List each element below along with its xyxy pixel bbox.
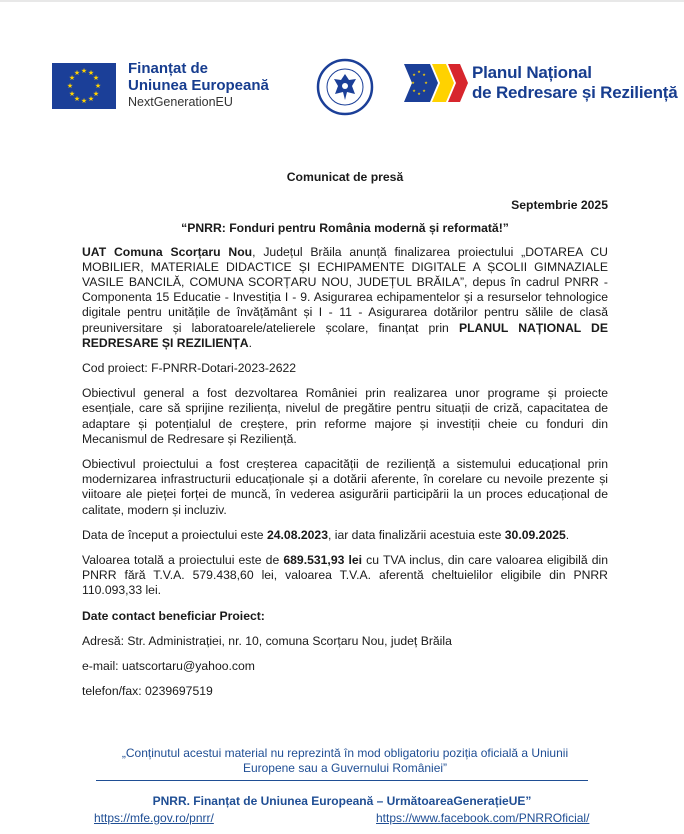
dates-start-text: Data de început a proiectului este [82,527,267,542]
eu-flag-icon [52,63,116,109]
program-name: PLANUL NAȚIONAL DE REDRESARE ȘI REZILIENȚA [82,320,608,350]
intro-paragraph [82,245,608,351]
pnrr-flag-icon [404,64,470,102]
project-objective-paragraph: Obiectivul proiectului a fost creșterea capacității de reziliență a sistemului educațional prin modernizarea infrastructurii educaționale și a dotării aferente, în corelare cu nevoile prezente și viitoare ale pieței forței de muncă, în vederea asigurării participării la un proces educațional de calitate, modern și incluziv. [82,457,608,517]
project-code: Cod proiect: F-PNRR-Dotari-2023-2622 [82,361,297,376]
eu-logo-subtitle: NextGenerationEU [128,95,233,109]
svg-text:★: ★ [411,80,415,85]
press-release-body [82,170,608,699]
svg-text:★: ★ [73,94,81,103]
contact-address: Adresă: Str. Administrației, nr. 10, comuna Scorțaru Nou, județ Brăila [82,633,452,648]
svg-text:★: ★ [417,69,421,74]
total-value: 689.531,93 lei [283,553,363,568]
svg-text:★: ★ [422,72,426,77]
contact-heading: Date contact beneficiar Proiect: [82,608,265,623]
svg-text:★: ★ [412,72,416,77]
document-title: “PNRR: Fonduri pentru România modernă și reformată!” [181,221,509,236]
beneficiary-name: UAT Comuna Scorțaru Nou [82,244,253,259]
svg-text:★: ★ [94,81,102,90]
dates-end: . [565,527,570,542]
intro-end: . [248,335,252,350]
start-date: 24.08.2023 [266,527,328,542]
svg-text:★: ★ [417,91,421,96]
svg-text:★: ★ [87,94,95,103]
document-date: Septembrie 2025 [511,198,608,213]
top-border [0,0,684,2]
footer-divider [96,780,588,781]
footer-disclaimer: „Conținutul acestui material nu reprezintă în mod obligatoriu poziția oficială a Uniunii Europene sau a Guvernului României” [121,746,569,775]
svg-text:★: ★ [66,81,74,90]
contact-email: e-mail: uatscortaru@yahoo.com [82,659,255,674]
pnrr-logo [404,63,678,103]
footer-title: PNRR. Finanțat de Uniunea Europeană – UrmătoareaGenerațieUE” [152,794,532,808]
project-dates [82,528,608,543]
romanian-government-seal-icon [316,58,374,116]
pnrr-logo-title-line1: Planul Național [472,63,592,82]
svg-text:★: ★ [80,96,88,105]
dates-middle-text: , iar data finalizării acestuia este [327,527,505,542]
value-text-1: Valoarea totală a proiectului este de [82,553,284,568]
mfe-link[interactable]: https://mfe.gov.ro/pnrr/ [94,811,214,825]
document-heading: Comunicat de presă [286,170,404,184]
value-text-2: cu TVA inclus, din care valoarea eligibilă din PNRR fără T.V.A. 579.438,60 lei, valoarea T.V.A. aferentă cheltuielilor eligibile din PNRR 110.093,33 lei. [82,553,609,598]
intro-text: , Județul Brăila anunță finalizarea proiectului „DOTAREA CU MOBILIER, MATERIALE DIDACTICE ȘI ECHIPAMENTE DIGITALE A ȘCOLII GIMNAZIALE VASILE BANCILĂ, COMUNA SCORȚARU NOU, JUDEȚUL BRĂILA”, depus în cadrul PNRR - Componenta 15 Educatie - Investiția I - 9. Asigurarea echipamentelor și a resurselor tehnologice digitale pentru unitățile de învățământ și I - 11 - Asigurarea dotărilor pentru sălile de clasă preuniversitare și laboratoarele/atelierele școlare, finanțat prin [82,244,608,335]
general-objective-paragraph: Obiectivul general a fost dezvoltarea României prin realizarea unor programe și proiecte esențiale, care să sprijine reziliența, nivelul de pregătire pentru situații de criză, capacitatea de adaptare și potențialul de creștere, prin reforme majore și investiții cheie cu fonduri din Mecanismul de Redresare și Reziliență. [82,386,608,446]
svg-text:★: ★ [92,89,100,98]
eu-logo-title-line2: Uniunea Europeană [128,77,269,94]
project-value [82,553,608,599]
svg-text:★: ★ [412,88,416,93]
facebook-link[interactable]: https://www.facebook.com/PNRROficial/ [376,811,590,825]
svg-text:★: ★ [92,73,100,82]
svg-text:★: ★ [68,89,76,98]
svg-text:★: ★ [73,68,81,77]
svg-text:★: ★ [422,88,426,93]
contact-phone: telefon/fax: 0239697519 [82,684,213,699]
eu-logo-title-line1: Finanțat de [128,60,209,77]
end-date: 30.09.2025 [504,527,566,542]
pnrr-logo-title-line2: de Redresare și Reziliență [472,83,678,102]
svg-text:★: ★ [80,66,88,75]
eu-funding-logo [52,60,269,111]
svg-text:★: ★ [68,73,76,82]
svg-text:★: ★ [424,80,428,85]
svg-text:★: ★ [87,68,95,77]
